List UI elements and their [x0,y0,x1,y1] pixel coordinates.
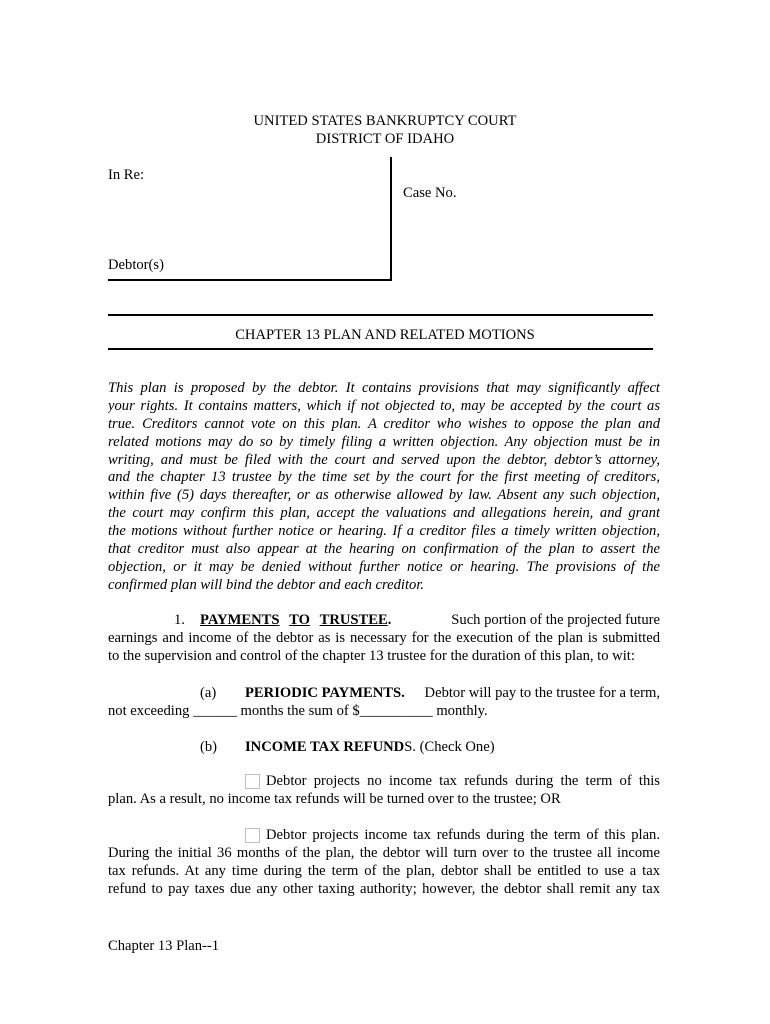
option-2-first-line [245,827,660,845]
in-re-label: In Re: [108,167,145,183]
intro-line: writing, and must be filed with the court and served upon the debtor, debtor’s attorney, [108,451,660,468]
option-1-line-2: plan. As a result, no income tax refunds will be turned over to the trustee; OR [108,791,561,807]
debtors-label: Debtor(s) [108,257,164,273]
section-1-text: Such portion of the projected future [451,612,660,628]
title-bottom-rule [108,348,653,350]
section-1-line: earnings and income of the debtor as is necessary for the execution of the plan is submitted [108,630,660,646]
caption-vertical-rule [390,157,392,281]
court-district: DISTRICT OF IDAHO [315,131,455,147]
caption-bottom-rule [108,279,392,281]
refunds-checkbox[interactable] [245,828,260,843]
title-top-rule [108,314,653,316]
intro-paragraph [108,380,660,595]
intro-line: the motions without further notice or hearing. If a creditor files a timely written objection, [108,523,660,540]
section-1-heading-to: TO [289,612,310,628]
option-2-line: During the initial 36 months of the plan, the debtor will turn over to the trustee all income [108,845,660,861]
no-refunds-checkbox[interactable] [245,774,260,789]
section-1-number: 1. [174,612,185,628]
intro-line: the court may confirm this plan, accept the valuations and allegations herein, and grant [108,505,660,522]
sub-a-line-2: not exceeding ______ months the sum of $__________ monthly. [108,703,488,719]
option-1-text: Debtor projects no income tax refunds during the term of this [266,773,660,789]
case-number-label: Case No. [403,185,457,201]
sub-a-heading: PERIODIC PAYMENTS. [245,685,405,701]
sub-b-label: (b) [200,739,218,755]
sub-b-heading: INCOME TAX REFUND [245,739,405,755]
sub-a-heading-line [245,685,660,703]
page-footer: Chapter 13 Plan--1 [108,938,220,954]
sub-b-heading-tail: S. (Check One) [404,739,495,755]
intro-line: This plan is proposed by the debtor. It contains provisions that may significantly affect [108,380,660,396]
section-1-line: to the supervision and control of the chapter 13 trustee for the duration of this plan, to wit: [108,647,635,664]
intro-line: true. Creditors cannot vote on this plan. A creditor who wishes to oppose the plan and [108,415,660,432]
intro-line: related motions may do so by timely filing a written objection. Any objection must be in [108,433,660,450]
section-1-body [108,630,660,666]
option-1-first-line [245,773,660,791]
intro-line: your rights. It contains matters, which if not objected to, may be accepted by the court as [108,397,660,414]
option-2-body [108,845,660,899]
intro-line: that creditor must also appear at the hearing on confirmation of the plan to assert the [108,541,660,558]
option-2-line: tax refunds. At any time during the term of the plan, debtor shall be entitled to use a tax [108,862,660,879]
option-2-text: Debtor projects income tax refunds during the term of this plan. [266,827,660,843]
section-1-heading-payments: PAYMENTS [200,612,280,628]
intro-line: and the chapter 13 trustee by the time set by the court for the first meeting of creditors, [108,469,660,486]
section-1-heading-trustee: TRUSTEE [319,612,388,628]
section-1-heading-period: . [387,612,392,628]
intro-line: within five (5) days thereafter, or as otherwise allowed by law. Absent any such objection, [108,487,660,504]
sub-b-heading-line [245,739,495,756]
intro-line: objection, or it may be denied without further notice or hearing. The provisions of the [108,558,660,575]
option-2-line: refund to pay taxes due any other taxing authority; however, the debtor shall remit any tax [108,880,660,897]
sub-a-label: (a) [200,685,217,701]
section-1-heading-line [200,612,660,630]
court-name: UNITED STATES BANKRUPTCY COURT [253,113,517,129]
document-title: CHAPTER 13 PLAN AND RELATED MOTIONS [235,327,535,343]
sub-a-text: Debtor will pay to the trustee for a term, [424,685,660,701]
intro-line: confirmed plan will bind the debtor and each creditor. [108,576,425,593]
